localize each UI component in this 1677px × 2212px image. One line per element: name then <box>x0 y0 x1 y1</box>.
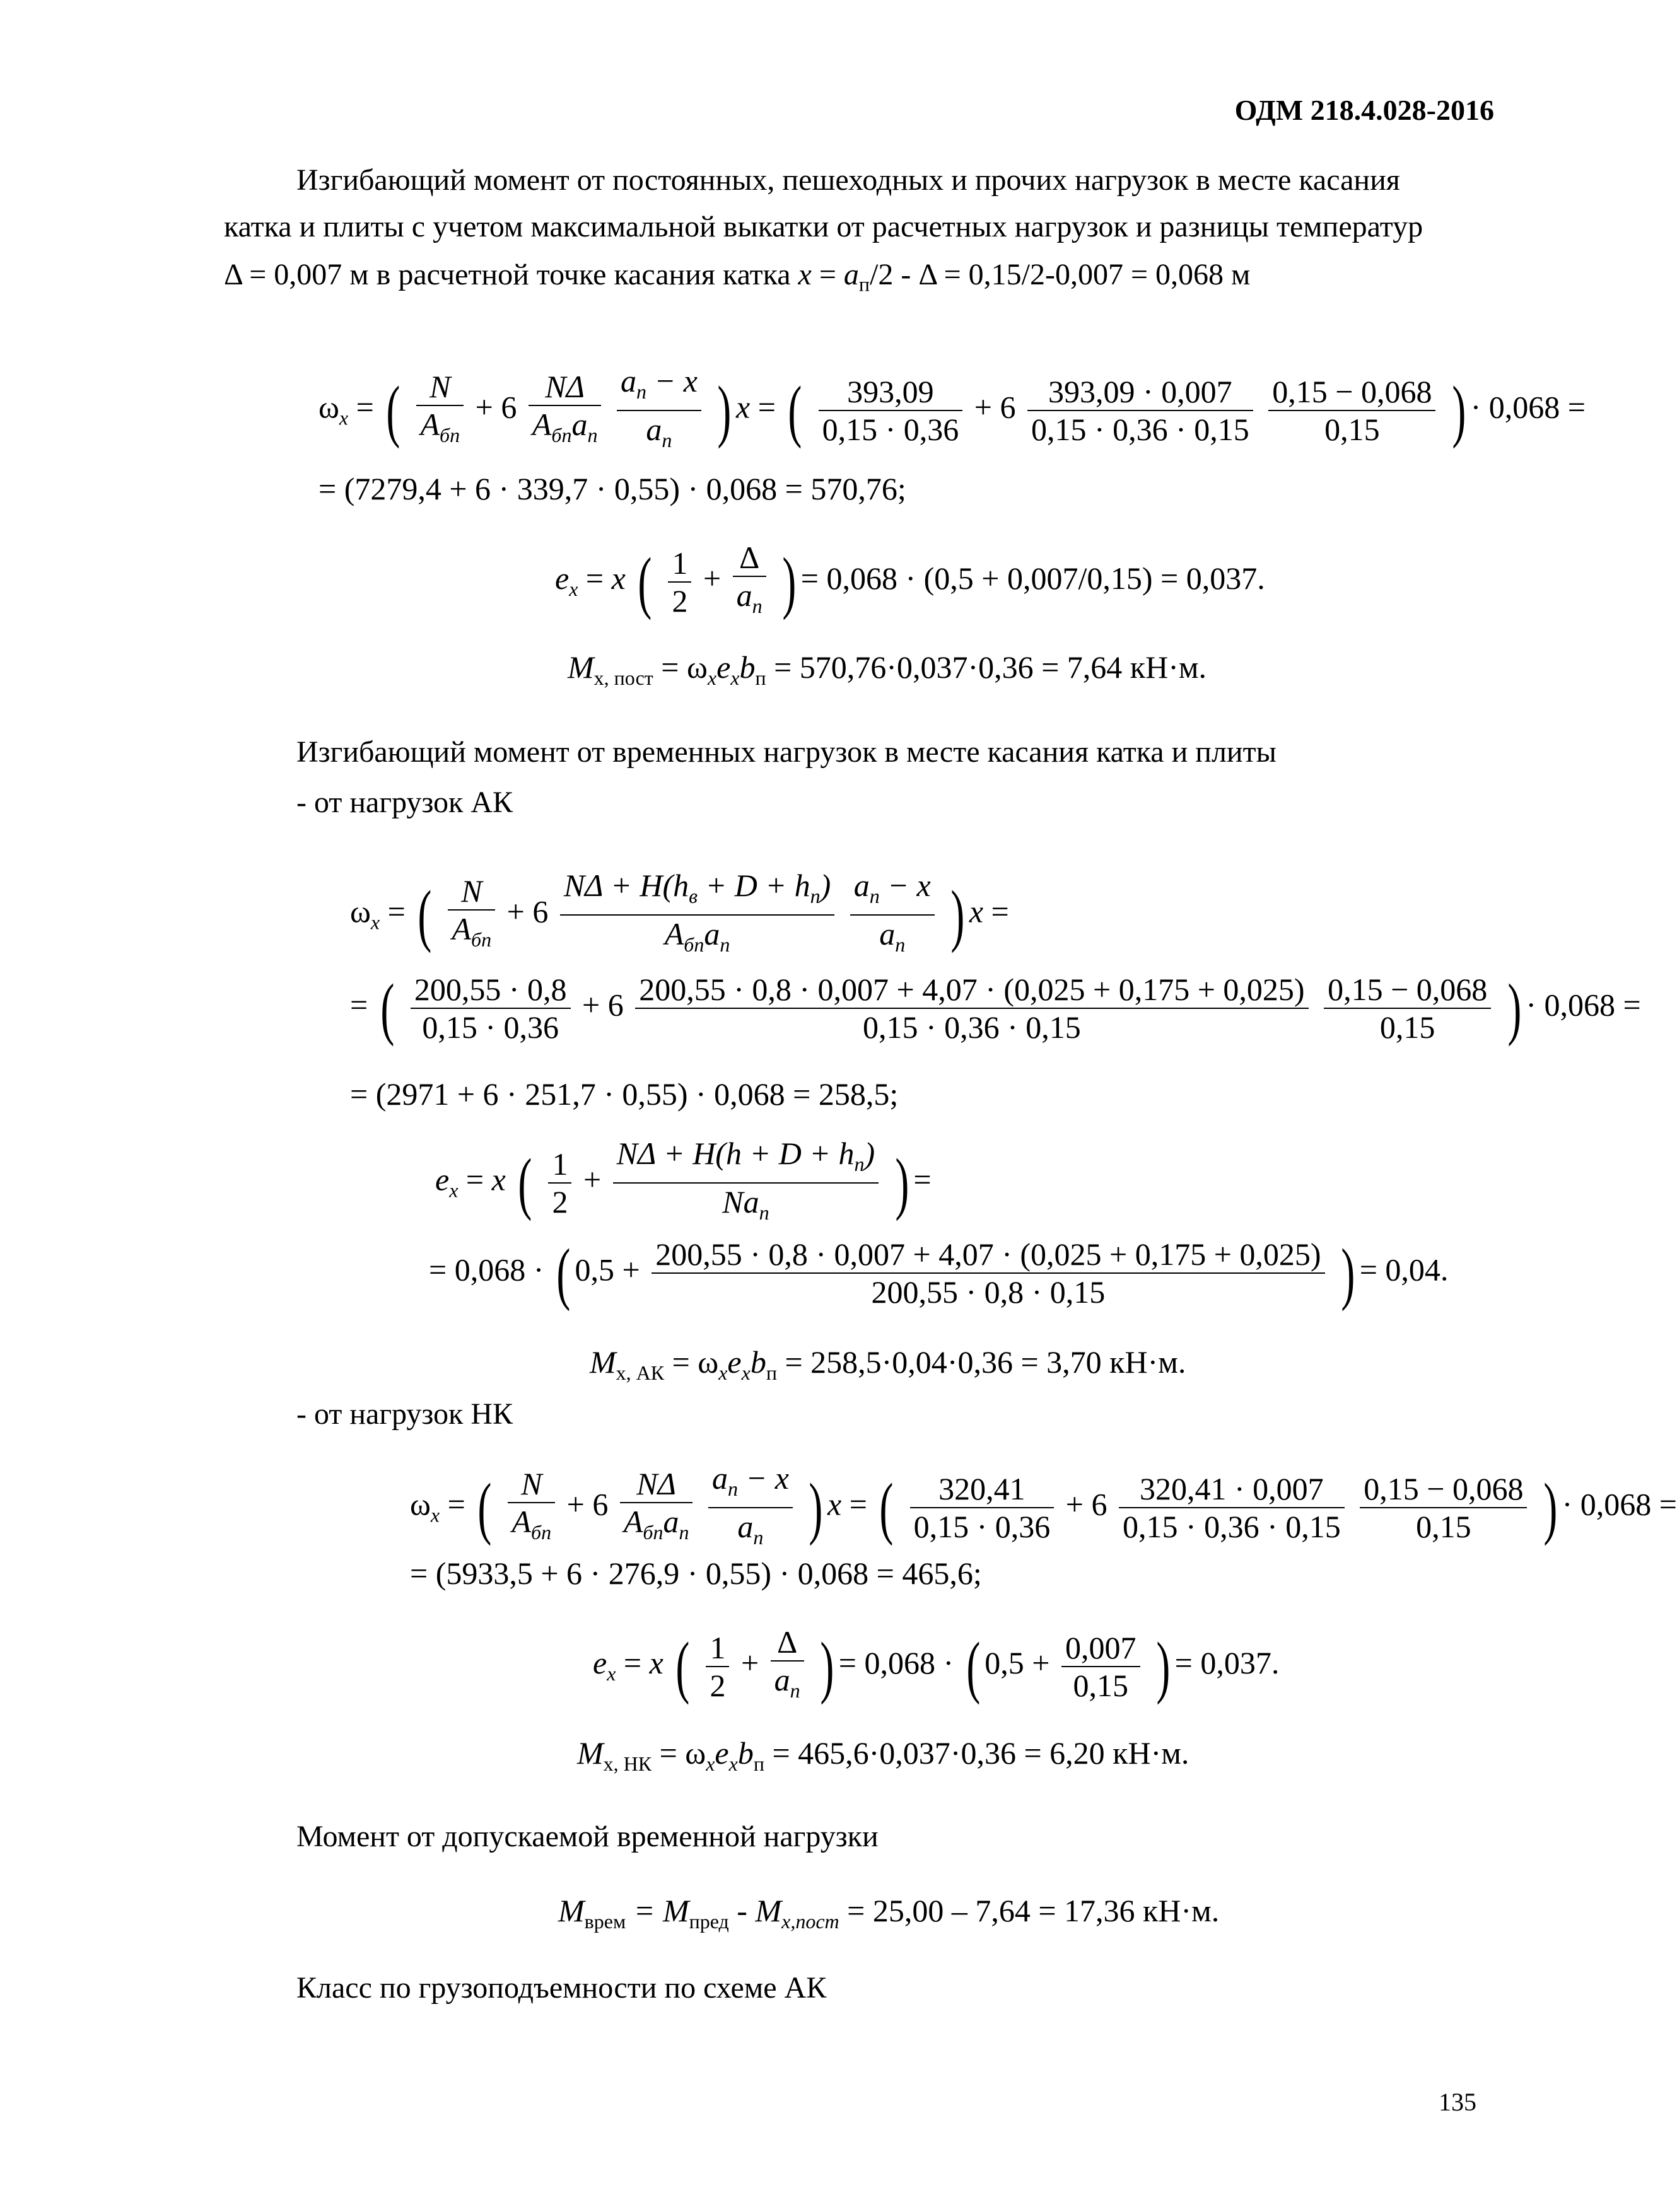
perm-ex-formula: $e_x = x$ ( $\frac{1}{2}$ + $\frac{\Delta}{a_п}$ ) = 0,068 · (0,5 + 0,007/0,15) = 0,037. <box>555 540 1265 620</box>
class-heading: Класс по грузоподъемности по схеме АК <box>296 1971 827 2005</box>
nk-omega-result: = (5933,5 + 6 · 276,9 · 0,55) · 0,068 = 465,6; <box>410 1556 982 1591</box>
ak-ex-values: = 0,068 · ( 0,5 + $\frac{200,55 \cdot 0,8 \cdot 0,007 + 4,07 \cdot (0,025 + 0,175 + 0,025)}{200,55 \cdot 0,8 \cdot 0,15}$ ) = 0,04. <box>429 1235 1449 1312</box>
intro-line-2: катка и плиты с учетом максимальной выкатки от расчетных нагрузок и разницы температур <box>224 210 1423 243</box>
ak-heading: - от нагрузок АК <box>296 786 513 819</box>
allow-moment-formula: $M_{врем} = M_{пред} - M_{x,пост} = 25,00 - 7,64 = 17,36$ кН·м. <box>558 1893 1220 1933</box>
ak-omega-values: = ( $\frac{200,55 \cdot 0,8}{0,15 \cdot 0,36}$ + 6 $\frac{200,55 \cdot 0,8 \cdot 0,007 + 4,07 \cdot (0,025 + 0,175 + 0,025)}{0,15 \cdot 0,36 \cdot 0,15}$ $\frac{0,15 - 0,068}{0,15}$ ) · 0,068 = <box>350 970 1641 1047</box>
document-code: ОДМ 218.4.028-2016 <box>1234 94 1494 126</box>
ak-omega-general: $\omega_x$ = ( $\frac{N}{A_{бп}}$ + 6 $\frac{N\Delta + H(h_в + D + h_п)}{A_{бп}a_п}$ $\frac{a_п - x}{a_п}$ ) x = <box>350 868 1009 956</box>
ak-ex-general: $e_x = x$ ( $\frac{1}{2}$ + $\frac{N\Delta + H(h + D + h_п)}{Na_п}$ ) = <box>435 1136 932 1224</box>
perm-omega-result: = (7279,4 + 6 · 339,7 · 0,55) · 0,068 = 570,76; <box>318 471 906 506</box>
intro-line-3: Δ = 0,007 м в расчетной точке касания катка $x = a_п/2 - \Delta = 0,15/2-0,007 = 0,068$ м <box>224 258 1251 296</box>
perm-omega-formula: $\omega_x$ = ( $\frac{N}{A_{бп}}$ + 6 $\frac{N\Delta}{A_{бп}a_п}$ $\frac{a_п - x}{a_п}$ ) x = ( $\frac{393,09}{0,15 \cdot 0,36}$ + 6 $\frac{393,09 \cdot 0,007}{0,15 \cdot 0,36 \cdot 0,15}$ $\frac{0,15 - 0,068}{0,15}$ ) · 0,068 = <box>318 363 1586 451</box>
temp-loads-heading: Изгибающий момент от временных нагрузок в месте касания катка и плиты <box>296 735 1277 769</box>
intro-paragraph <box>224 158 1498 203</box>
ak-omega-result: = (2971 + 6 · 251,7 · 0,55) · 0,068 = 258,5; <box>350 1076 899 1112</box>
perm-moment-formula: $M_{x, пост} = \omega_xe_xb_п = 570,76\cdot 0,037\cdot 0,36 = 7,64$ кН·м. <box>568 649 1207 689</box>
page-number: 135 <box>1439 2088 1476 2116</box>
intro-line-1: Изгибающий момент от постоянных, пешеходных и прочих нагрузок в месте касания <box>296 163 1400 197</box>
nk-ex-formula: $e_x = x$ ( $\frac{1}{2}$ + $\frac{\Delta}{a_п}$ ) = 0,068 · ( 0,5 + $\frac{0,007}{0,15}$ ) = 0,037. <box>593 1624 1280 1705</box>
ak-moment-formula: $M_{x, АК} = \omega_xe_xb_п = 258,5\cdot 0,04\cdot 0,36 = 3,70$ кН·м. <box>590 1344 1186 1384</box>
nk-omega-formula: $\omega_x$ = ( $\frac{N}{A_{бп}}$ + 6 $\frac{N\Delta}{A_{бп}a_п}$ $\frac{a_п - x}{a_п}$ ) x = ( $\frac{320,41}{0,15 \cdot 0,36}$ + 6 $\frac{320,41 \cdot 0,007}{0,15 \cdot 0,36 \cdot 0,15}$ $\frac{0,15 - 0,068}{0,15}$ ) · 0,068 = <box>410 1460 1677 1549</box>
nk-moment-formula: $M_{x, НК} = \omega_xe_xb_п = 465,6\cdot 0,037\cdot 0,36 = 6,20$ кН·м. <box>577 1735 1189 1775</box>
allow-heading: Момент от допускаемой временной нагрузки <box>296 1820 879 1853</box>
nk-heading: - от нагрузок НК <box>296 1397 513 1431</box>
